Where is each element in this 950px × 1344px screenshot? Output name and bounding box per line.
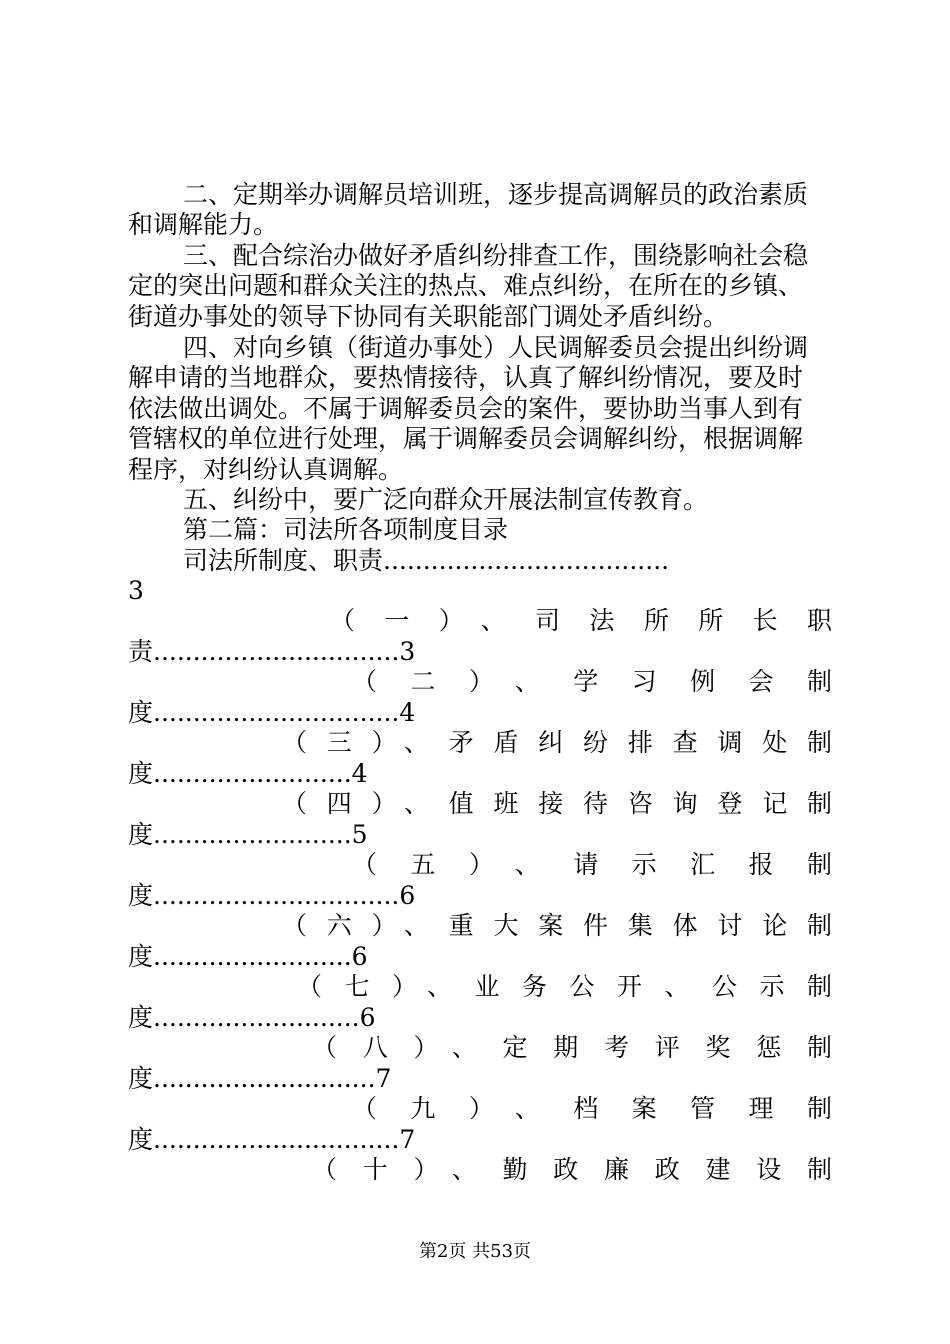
page-number-footer: 第2页 共53页	[418, 1241, 532, 1262]
paragraph-3-line-1: 三、配合综治办做好矛盾纠纷排查工作，围绕影响社会稳	[183, 241, 809, 270]
toc-item-6-page: 度.........................6	[128, 942, 368, 971]
toc-item-2-title: （二）、学习例会制	[352, 667, 832, 696]
toc-item-2-page: 度...............................4	[128, 698, 416, 727]
toc-item-5-title: （五）、请示汇报制	[352, 850, 832, 879]
toc-item-5-page: 度...............................6	[128, 881, 416, 910]
paragraph-4-line-4: 管辖权的单位进行处理，属于调解委员会调解纠纷，根据调解	[128, 424, 804, 453]
paragraph-5-line-1: 五、纠纷中，要广泛向群众开展法制宣传教育。	[183, 485, 709, 514]
paragraph-4-line-1: 四、对向乡镇（街道办事处）人民调解委员会提出纠纷调	[183, 333, 809, 362]
toc-item-8-page: 度............................7	[128, 1064, 392, 1093]
paragraph-3-line-3: 街道办事处的领导下协同有关职能部门调处矛盾纠纷。	[128, 302, 729, 331]
toc-item-6-title: （六）、重大案件集体讨论制	[282, 911, 832, 940]
toc-item-7-title: （七）、业务公开、公示制	[297, 972, 832, 1001]
toc-item-8-title: （八）、定期考评奖惩制	[312, 1033, 832, 1062]
toc-heading-line: 司法所制度、职责....................................	[183, 546, 670, 575]
toc-item-1-page: 责...............................3	[128, 637, 416, 666]
toc-item-9-page: 度...............................7	[128, 1125, 416, 1154]
toc-item-4-page: 度.........................5	[128, 820, 368, 849]
paragraph-2-line-2: 和调解能力。	[128, 210, 279, 239]
toc-item-3-title: （三）、矛盾纠纷排查调处制	[282, 728, 832, 757]
toc-item-10-title: （十）、勤政廉政建设制	[312, 1155, 832, 1184]
paragraph-4-line-5: 程序，对纠纷认真调解。	[128, 455, 404, 484]
toc-heading-page: 3	[128, 576, 144, 605]
paragraph-3-line-2: 定的突出问题和群众关注的热点、难点纠纷，在所在的乡镇、	[128, 271, 804, 300]
paragraph-2-line-1: 二、定期举办调解员培训班，逐步提高调解员的政治素质	[183, 180, 809, 209]
section-heading: 第二篇：司法所各项制度目录	[183, 515, 509, 544]
toc-item-4-title: （四）、值班接待咨询登记制	[282, 789, 832, 818]
toc-item-1-title: （一）、司法所所长职	[330, 606, 832, 635]
paragraph-4-line-3: 依法做出调处。不属于调解委员会的案件，要协助当事人到有	[128, 394, 804, 423]
toc-item-3-page: 度.........................4	[128, 759, 368, 788]
toc-item-9-title: （九）、档案管理制	[352, 1094, 832, 1123]
paragraph-4-line-2: 解申请的当地群众，要热情接待，认真了解纠纷情况，要及时	[128, 363, 804, 392]
toc-item-7-page: 度..........................6	[128, 1003, 376, 1032]
